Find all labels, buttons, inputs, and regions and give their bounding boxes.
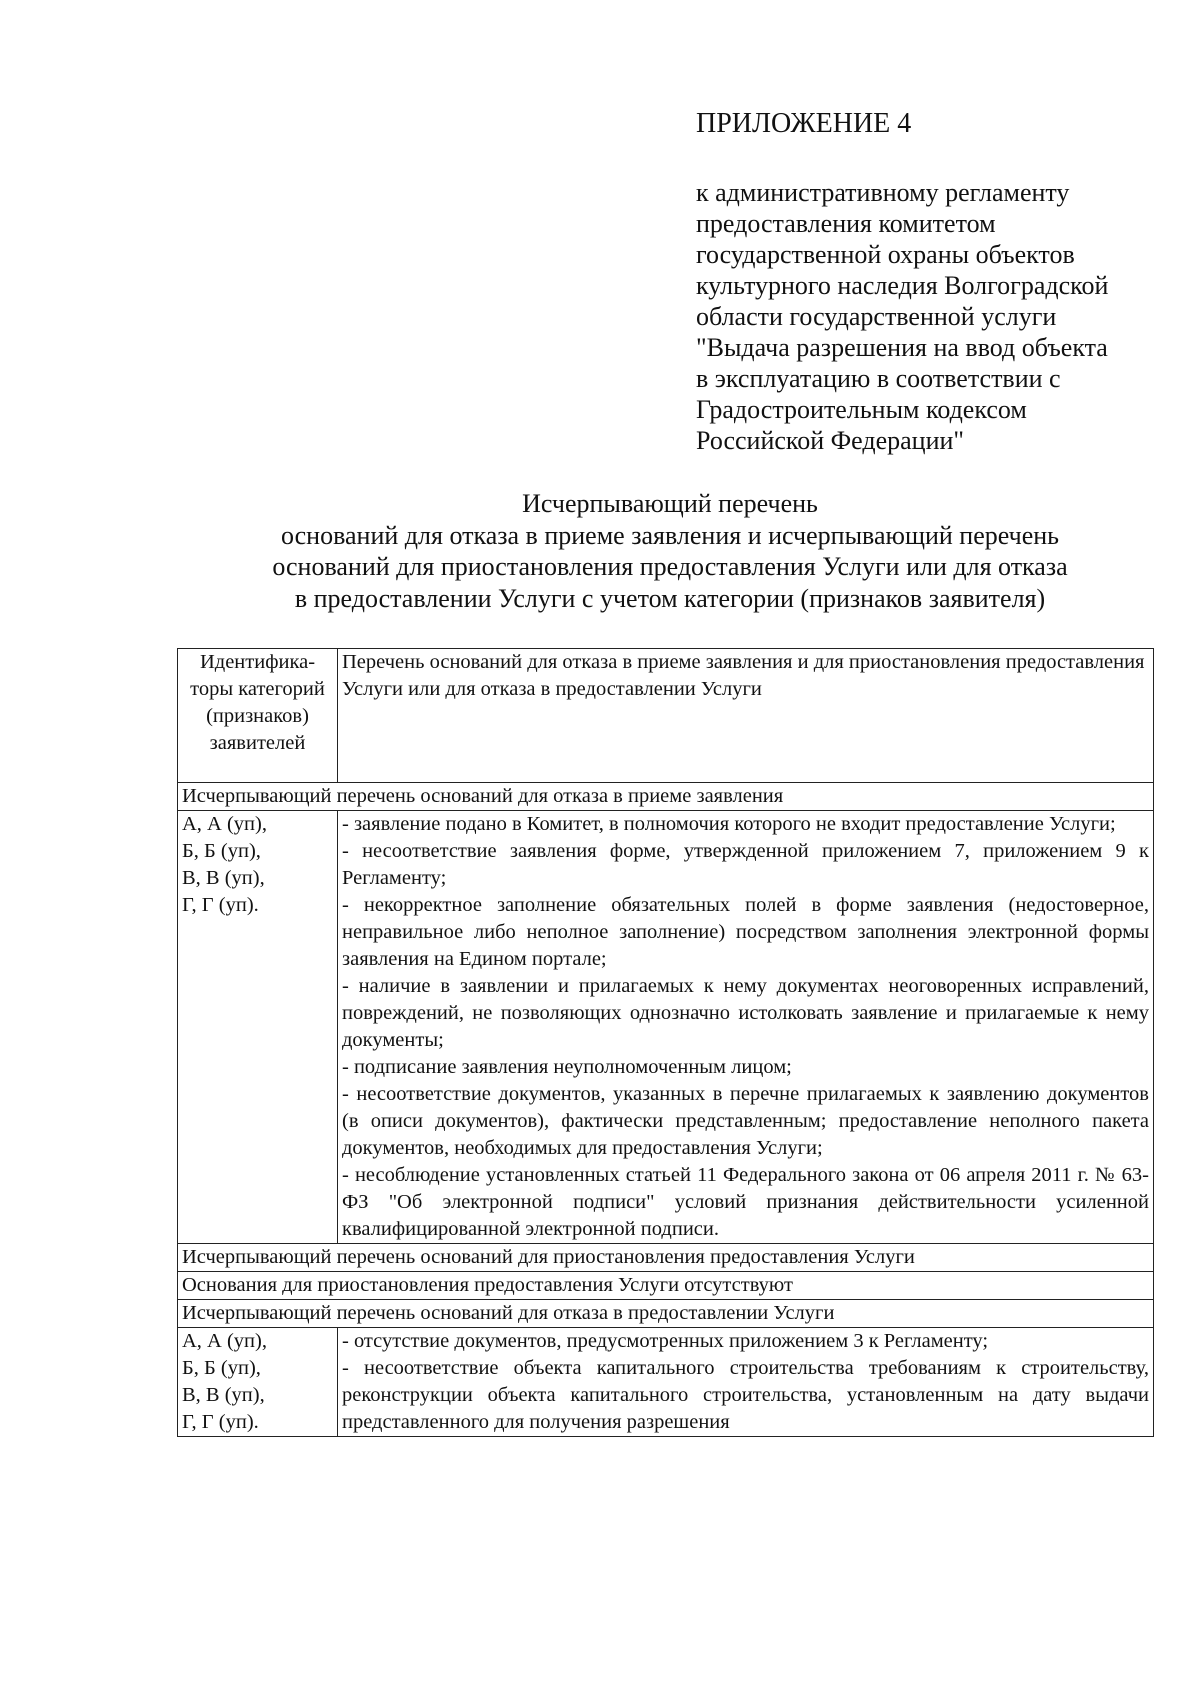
header-grounds: Перечень оснований для отказа в приеме заявления и для приостановления предоставления Услуги или для отказа в предоставлении Услуги [338, 649, 1154, 783]
subtitle-line: в эксплуатацию в соответствии с [696, 364, 1061, 393]
document-heading [180, 488, 1160, 614]
heading-line: Исчерпывающий перечень [522, 489, 818, 518]
header-identifiers: Идентифика-торы категорий (признаков) заявителей [178, 649, 338, 783]
identifier-line: А, А (уп), [182, 813, 267, 835]
suspension-none: Основания для приостановления предоставления Услуги отсутствуют [178, 1272, 1154, 1300]
identifier-line: Б, Б (уп), [182, 840, 261, 862]
subtitle-line: Градостроительным кодексом [696, 395, 1027, 424]
identifier-line: В, В (уп), [182, 1384, 265, 1406]
reason-item: - заявление подано в Комитет, в полномочия которого не входит предоставление Услуги; [342, 813, 1116, 835]
appendix-subtitle [696, 177, 1176, 456]
applicant-identifiers [178, 1328, 338, 1437]
heading-line: в предоставлении Услуги с учетом категории (признаков заявителя) [294, 583, 1046, 613]
section-row [178, 1272, 1154, 1300]
refusal-accept-reasons [338, 811, 1154, 1244]
appendix-title: ПРИЛОЖЕНИЕ 4 [696, 108, 912, 139]
reason-item: - некорректное заполнение обязательных полей в форме заявления (недостоверное, неправильное либо неполное заполнение) посредством заполнения электронной формы заявления на Едином портале; [342, 894, 1149, 970]
reason-item: - несоответствие документов, указанных в перечне прилагаемых к заявлению документов (в описи документов), фактически представленным; предоставление неполного пакета документов, необходимых для предоставления Услуги; [342, 1083, 1149, 1159]
subtitle-line: Российской Федерации" [696, 426, 965, 455]
grounds-table [177, 648, 1154, 1437]
subtitle-line: области государственной услуги [696, 302, 1057, 331]
section-refusal-service: Исчерпывающий перечень оснований для отказа в предоставлении Услуги [178, 1300, 1154, 1328]
table-row [178, 811, 1154, 1244]
identifier-line: Г, Г (уп). [182, 894, 259, 916]
heading-line: оснований для приостановления предоставления Услуги или для отказа [272, 552, 1068, 581]
subtitle-line: культурного наследия Волгоградской [696, 271, 1109, 300]
section-suspension: Исчерпывающий перечень оснований для приостановления предоставления Услуги [178, 1244, 1154, 1272]
subtitle-line: государственной охраны объектов [696, 240, 1075, 269]
section-refusal-accept: Исчерпывающий перечень оснований для отказа в приеме заявления [178, 783, 1154, 811]
identifier-line: В, В (уп), [182, 867, 265, 889]
reason-item: - отсутствие документов, предусмотренных приложением 3 к Регламенту; [342, 1330, 989, 1352]
subtitle-line: предоставления комитетом [696, 209, 996, 238]
identifier-line: Б, Б (уп), [182, 1357, 261, 1379]
section-row [178, 1244, 1154, 1272]
reason-item: - несоответствие объекта капитального строительства требованиям к строительству, реконструкции объекта капитального строительства, установленным на дату выдачи представленного для получения разрешения [342, 1357, 1149, 1433]
reason-item: - подписание заявления неуполномоченным лицом; [342, 1056, 792, 1078]
section-row [178, 1300, 1154, 1328]
identifier-line: Г, Г (уп). [182, 1411, 259, 1433]
subtitle-line: к административному регламенту [696, 178, 1070, 207]
reason-item: - несоблюдение установленных статьей 11 Федерального закона от 06 апреля 2011 г. № 63-ФЗ "Об электронной подписи" условий признания действительности усиленной квалифицированной электронной подписи. [342, 1164, 1149, 1240]
subtitle-line: "Выдача разрешения на ввод объекта [696, 333, 1108, 362]
reason-item: - несоответствие заявления форме, утвержденной приложением 7, приложением 9 к Регламенту; [342, 840, 1149, 889]
applicant-identifiers [178, 811, 338, 1244]
heading-line: оснований для отказа в приеме заявления и исчерпывающий перечень [280, 520, 1060, 550]
table-header-row [178, 649, 1154, 783]
section-row [178, 783, 1154, 811]
table-row [178, 1328, 1154, 1437]
identifier-line: А, А (уп), [182, 1330, 267, 1352]
reason-item: - наличие в заявлении и прилагаемых к нему документах неоговоренных исправлений, повреждений, не позволяющих однозначно истолковать заявление и прилагаемые к нему документы; [342, 975, 1149, 1051]
refusal-service-reasons [338, 1328, 1154, 1437]
